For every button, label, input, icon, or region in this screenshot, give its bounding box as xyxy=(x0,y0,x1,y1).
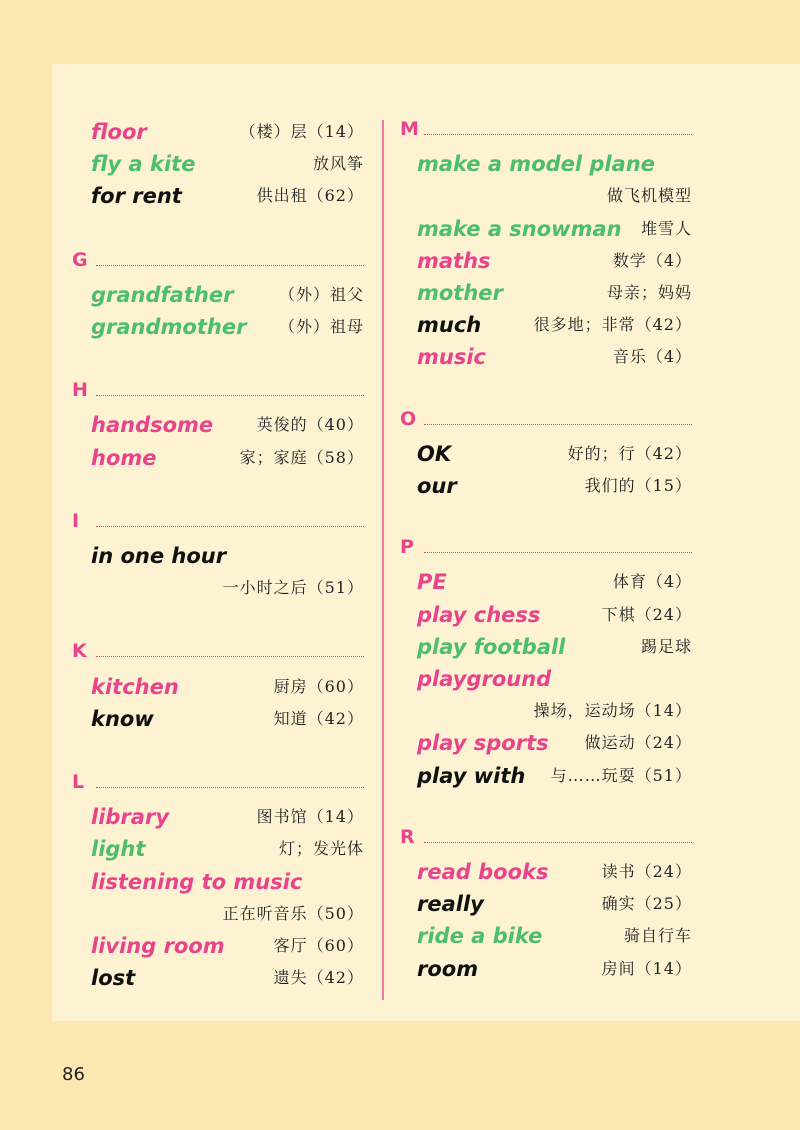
entry-meaning: 踢足球 xyxy=(640,636,692,656)
entry-meaning: 骑自行车 xyxy=(623,926,692,946)
entry-word: grandfather xyxy=(91,282,234,307)
entry-word: play chess xyxy=(417,602,541,627)
section-divider-dots xyxy=(96,526,364,527)
entry-meaning: 音乐（4） xyxy=(612,347,692,367)
section-divider-dots xyxy=(96,265,364,266)
entry-meaning: 英俊的（40） xyxy=(256,415,364,435)
section-letter: O xyxy=(400,407,417,430)
entry-meaning: 母亲；妈妈 xyxy=(606,283,692,302)
entry-word: maths xyxy=(417,248,491,273)
entry-word: library xyxy=(91,805,170,830)
entry-meaning: 客厅（60） xyxy=(273,936,364,955)
entry-word: grandmother xyxy=(91,315,247,339)
entry-meaning: 我们的（15） xyxy=(584,476,692,495)
section-letter-g xyxy=(72,249,364,279)
entry-word: kitchen xyxy=(91,674,179,699)
entry-meaning: 房间（14） xyxy=(601,958,692,978)
entry-meaning: （楼）层（14） xyxy=(239,122,364,141)
entry-meaning: 做飞机模型 xyxy=(606,186,692,206)
entry-meaning: 灯；发光体 xyxy=(278,839,364,859)
entry-word: handsome xyxy=(91,413,214,438)
section-divider-dots xyxy=(96,787,364,788)
entry-word: playground xyxy=(417,667,552,691)
section-letter-r xyxy=(400,826,692,856)
entry-word: living room xyxy=(91,934,225,958)
entry-word: make a snowman xyxy=(417,216,622,241)
entry-word: lost xyxy=(91,966,136,991)
entry-meaning: 家；家庭（58） xyxy=(239,447,364,467)
entry-word: in one hour xyxy=(91,544,227,568)
entry-word: OK xyxy=(417,441,452,466)
section-letter: L xyxy=(72,771,85,793)
section-divider-dots xyxy=(424,842,692,843)
entry-word: mother xyxy=(417,281,503,305)
entry-meaning: 厨房（60） xyxy=(273,676,364,696)
entry-word: light xyxy=(91,837,146,862)
entry-word: really xyxy=(417,892,484,917)
entry-word: floor xyxy=(91,120,147,144)
entry-meaning: 好的；行（42） xyxy=(567,443,692,463)
section-divider-dots xyxy=(96,656,364,657)
entry-meaning: （外）祖父 xyxy=(278,284,364,304)
section-letter-i xyxy=(72,510,364,540)
entry-word: play with xyxy=(417,763,526,788)
section-letter-p xyxy=(400,536,692,566)
entry-word: music xyxy=(417,345,486,370)
section-divider-dots xyxy=(424,552,692,553)
section-letter-k xyxy=(72,640,364,670)
entry-word: read books xyxy=(417,860,549,884)
section-letter-o xyxy=(400,408,692,438)
section-letter: H xyxy=(72,379,88,402)
entry-meaning: 下棋（24） xyxy=(601,604,692,624)
entry-meaning: 遗失（42） xyxy=(273,968,364,988)
entry-meaning: 操场，运动场（14） xyxy=(533,701,692,721)
section-divider-dots xyxy=(424,134,692,135)
entry-meaning: 正在听音乐（50） xyxy=(222,903,364,923)
section-letter-h xyxy=(72,379,364,409)
entry-meaning: 确实（25） xyxy=(601,894,692,914)
entry-meaning: 很多地；非常（42） xyxy=(533,315,692,335)
section-letter: M xyxy=(400,118,419,140)
entry-word: play football xyxy=(417,634,566,659)
section-letter: P xyxy=(400,536,414,559)
section-divider-dots xyxy=(424,424,692,425)
entry-meaning: 体育（4） xyxy=(612,572,692,592)
entry-word: PE xyxy=(417,570,447,595)
entry-word: fly a kite xyxy=(91,152,196,177)
section-letter: G xyxy=(72,248,88,271)
page-number: 86 xyxy=(62,1064,85,1085)
entry-word: room xyxy=(417,956,479,981)
entry-word: much xyxy=(417,313,482,338)
entry-meaning: 读书（24） xyxy=(601,862,692,881)
entry-meaning: 做运动（24） xyxy=(584,733,692,753)
section-letter-m xyxy=(400,118,692,148)
entry-word: ride a bike xyxy=(417,924,543,949)
section-letter-l xyxy=(72,771,364,801)
entry-meaning: 数学（4） xyxy=(612,250,692,270)
entry-word: play sports xyxy=(417,731,549,756)
section-letter: R xyxy=(400,825,415,848)
entry-meaning: 放风筝 xyxy=(312,154,364,174)
entry-word: know xyxy=(91,706,154,731)
entry-meaning: 图书馆（14） xyxy=(256,807,364,827)
entry-meaning: （外）祖母 xyxy=(278,317,364,336)
entry-word: make a model plane xyxy=(417,152,655,177)
entry-word: listening to music xyxy=(91,869,303,894)
entry-word: our xyxy=(417,474,457,498)
section-letter: I xyxy=(72,509,80,532)
entry-word: for rent xyxy=(91,184,182,209)
entry-meaning: 与……玩耍（51） xyxy=(550,765,692,785)
entry-meaning: 堆雪人 xyxy=(640,218,692,238)
entry-meaning: 供出租（62） xyxy=(256,186,364,206)
section-letter: K xyxy=(72,640,87,663)
entry-meaning: 一小时之后（51） xyxy=(222,578,364,598)
entry-meaning: 知道（42） xyxy=(273,708,364,728)
column-divider xyxy=(382,120,384,1000)
entry-word: home xyxy=(91,445,157,470)
section-divider-dots xyxy=(96,395,364,396)
